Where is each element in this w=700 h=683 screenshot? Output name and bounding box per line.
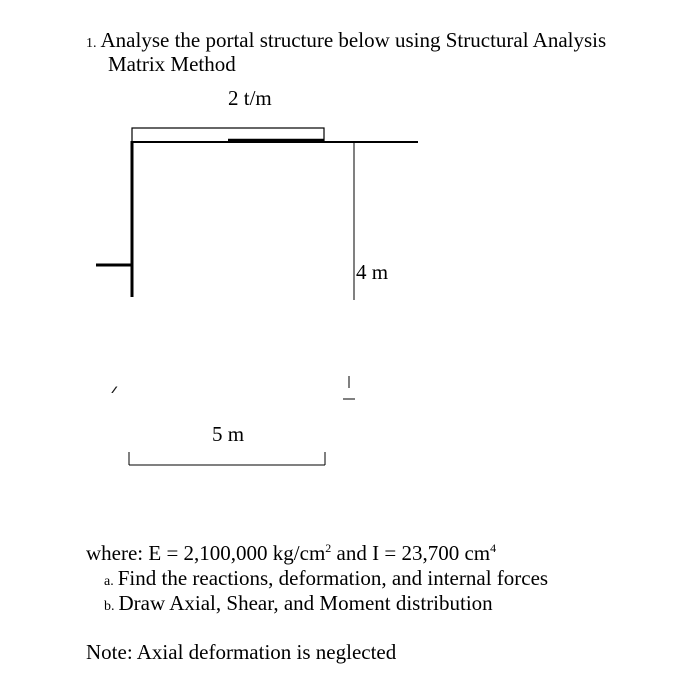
properties-e-exponent: 2 — [325, 541, 332, 555]
properties-prefix: where: E = 2,100,000 kg/cm — [86, 541, 326, 565]
question-number: 1. — [86, 36, 97, 51]
span-label: 5 m — [212, 422, 245, 446]
question-title-line2: Matrix Method — [108, 52, 236, 76]
task-item — [104, 591, 493, 616]
load-label: 2 t/m — [228, 86, 272, 110]
task-text: Draw Axial, Shear, and Moment distribution — [118, 591, 493, 615]
task-marker: a. — [104, 574, 114, 589]
properties-middle: and I = 23,700 cm — [331, 541, 491, 565]
note-text: Note: Axial deformation is neglected — [86, 640, 397, 664]
height-label: 4 m — [356, 260, 389, 284]
task-item — [104, 566, 548, 591]
properties-i-exponent: 4 — [490, 541, 497, 555]
material-properties — [86, 541, 496, 566]
task-text: Find the reactions, deformation, and internal forces — [117, 566, 549, 590]
question-title: Analyse the portal structure below using Structural Analysis — [100, 28, 607, 52]
task-marker: b. — [104, 599, 115, 614]
